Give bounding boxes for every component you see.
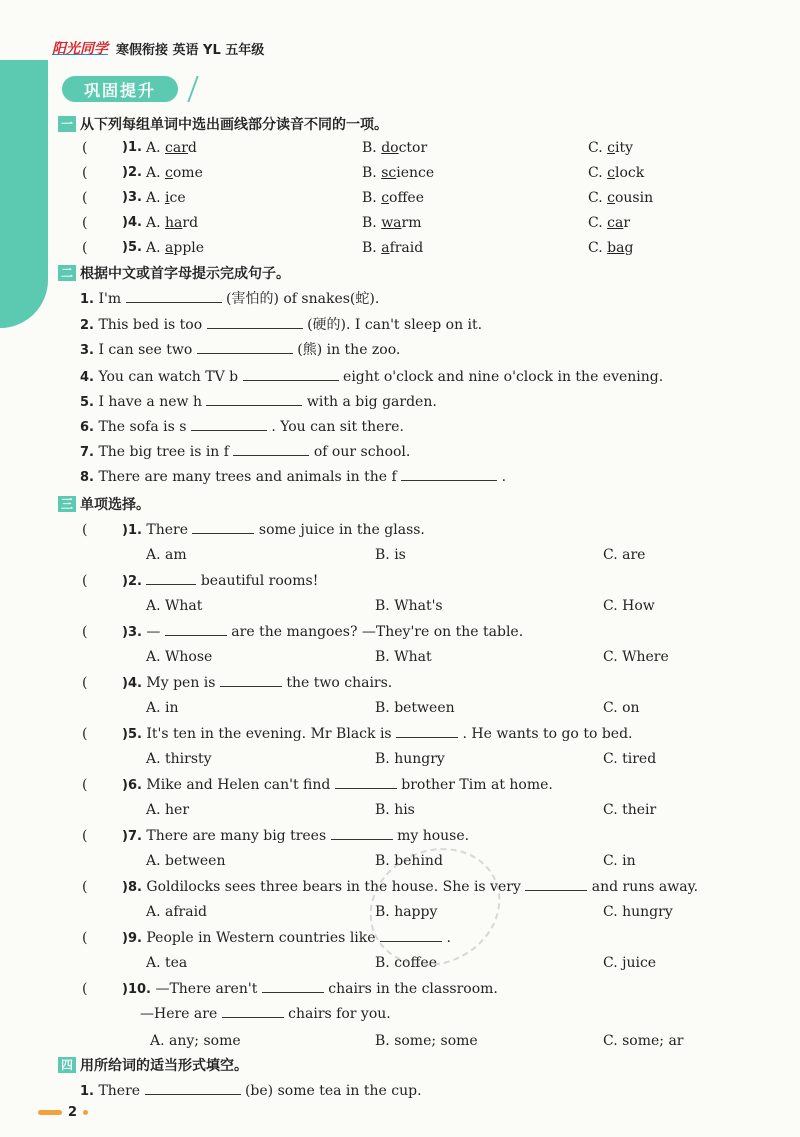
- paren: (: [82, 675, 88, 691]
- word-rest: ience: [396, 165, 435, 181]
- side-tab-decoration: [0, 60, 48, 328]
- question-number: 8.: [80, 470, 94, 485]
- underlined-part: wa: [381, 215, 402, 231]
- q4-1: [80, 1082, 422, 1101]
- underlined-part: a: [381, 240, 390, 256]
- option-b[interactable]: B. his: [375, 802, 415, 818]
- choice-question: [122, 725, 632, 744]
- section-1-title: [58, 114, 388, 134]
- page-header: [52, 38, 264, 58]
- sentence-end: eight o'clock and nine o'clock in the evening.: [343, 369, 664, 385]
- question-number: )9.: [122, 931, 142, 946]
- choice-question: [122, 674, 392, 693]
- answer-blank[interactable]: [335, 776, 397, 789]
- option-a[interactable]: A. between: [146, 853, 226, 869]
- word-rest: rd: [182, 215, 199, 231]
- choice-question: [122, 827, 469, 846]
- option-c[interactable]: [588, 139, 633, 157]
- question-end: . He wants to go to bed.: [462, 726, 633, 742]
- option-a[interactable]: A. Whose: [146, 649, 213, 665]
- option-b[interactable]: [362, 164, 434, 182]
- option-a[interactable]: A. her: [146, 802, 190, 818]
- answer-blank[interactable]: [197, 341, 293, 354]
- q3-10-line2-post: chairs for you.: [288, 1006, 391, 1022]
- sentence-start: This bed is too: [98, 317, 203, 333]
- question-number: 3.: [80, 343, 94, 358]
- question-end: are the mangoes? —They're on the table.: [231, 624, 524, 640]
- word-rest: d: [187, 140, 197, 156]
- word-rest: g: [624, 240, 634, 256]
- underlined-part: ca: [607, 215, 624, 231]
- question-end: some juice in the glass.: [258, 522, 425, 538]
- option-letter: A.: [146, 240, 166, 256]
- option-c[interactable]: C. Where: [603, 649, 669, 665]
- sentence-start: There are many trees and animals in the f: [98, 469, 397, 485]
- underlined-part: c: [607, 190, 615, 206]
- option-c[interactable]: C. are: [603, 547, 646, 563]
- q3-10-line1: [122, 980, 498, 999]
- option-b[interactable]: B. happy: [375, 904, 438, 920]
- sentence-end: .: [501, 469, 507, 485]
- header-text: 寒假衔接 英语 YL 五年级: [116, 42, 265, 58]
- q3-10-option-c[interactable]: C. some; ar: [603, 1033, 684, 1049]
- underlined-part: c: [607, 165, 615, 181]
- word-rest: lock: [614, 165, 645, 181]
- word-rest: ce: [169, 190, 186, 206]
- question-end: and runs away.: [591, 879, 699, 895]
- question-number: 5.: [80, 395, 94, 410]
- question-number: )2.: [122, 165, 142, 180]
- question-number: )5.: [122, 727, 142, 742]
- question-number: )6.: [122, 778, 142, 793]
- question-end: my house.: [397, 828, 470, 844]
- option-c[interactable]: C. tired: [603, 751, 657, 767]
- section-2-text: 根据中文或首字母提示完成句子。: [80, 266, 290, 282]
- paren: (: [82, 777, 88, 793]
- underlined-part: do: [381, 140, 399, 156]
- option-b[interactable]: [362, 239, 423, 257]
- q3-10-paren: (: [82, 981, 88, 997]
- fill-sentence: [80, 368, 663, 387]
- section-3-title: [58, 494, 150, 514]
- paren: (: [82, 726, 88, 742]
- option-letter: A.: [146, 140, 166, 156]
- word-rest: pple: [173, 240, 205, 256]
- section-3-text: 单项选择。: [80, 497, 150, 513]
- question-number: )8.: [122, 880, 142, 895]
- answer-blank[interactable]: [191, 418, 267, 431]
- option-a[interactable]: [146, 139, 197, 157]
- answer-blank[interactable]: [222, 1005, 284, 1018]
- option-c[interactable]: C. their: [603, 802, 657, 818]
- option-a[interactable]: [146, 214, 198, 232]
- section-banner: 巩固提升: [62, 76, 178, 102]
- choice-question: [122, 572, 318, 591]
- fill-sentence: [80, 468, 506, 487]
- underlined-part: c: [607, 140, 615, 156]
- question-number: 6.: [80, 420, 94, 435]
- section-3-badge: 三: [58, 496, 76, 512]
- question-start: There are many big trees: [146, 828, 327, 844]
- option-a[interactable]: A. in: [146, 700, 179, 716]
- option-a[interactable]: A. afraid: [146, 904, 208, 920]
- option-letter: A.: [146, 190, 166, 206]
- sentence-start: I can see two: [98, 342, 193, 358]
- underlined-part: sc: [381, 165, 397, 181]
- answer-blank[interactable]: [206, 393, 302, 406]
- answer-blank[interactable]: [146, 572, 196, 585]
- question-end: .: [446, 930, 451, 946]
- paren: (: [82, 879, 88, 895]
- fill-sentence: [80, 418, 404, 437]
- question-number: )3.: [122, 625, 142, 640]
- answer-blank[interactable]: [331, 827, 393, 840]
- question-number: 4.: [80, 370, 94, 385]
- paren: (: [82, 624, 88, 640]
- word-rest: ousin: [614, 190, 654, 206]
- question-start: Goldilocks sees three bears in the house. She is very: [146, 879, 521, 895]
- option-c[interactable]: C. hungry: [603, 904, 673, 920]
- section-4-badge: 四: [58, 1057, 76, 1073]
- answer-blank[interactable]: [126, 290, 222, 303]
- option-b[interactable]: B. between: [375, 700, 455, 716]
- answer-blank[interactable]: [192, 521, 254, 534]
- section-1-text: 从下列每组单词中选出画线部分读音不同的一项。: [80, 117, 388, 133]
- option-a[interactable]: [146, 164, 203, 182]
- option-a[interactable]: A. am: [146, 547, 187, 563]
- question-number: 2.: [80, 318, 94, 333]
- q3-10-option-b[interactable]: B. some; some: [375, 1033, 478, 1049]
- option-letter: B.: [362, 190, 382, 206]
- question-start: There: [146, 522, 189, 538]
- question-number: )3.: [122, 190, 142, 205]
- q3-10-option-a[interactable]: A. any; some: [150, 1033, 241, 1049]
- underlined-part: ha: [165, 215, 183, 231]
- answer-blank[interactable]: [262, 980, 324, 993]
- answer-blank[interactable]: [401, 468, 497, 481]
- option-b[interactable]: B. is: [375, 547, 406, 563]
- paren: (: [82, 240, 88, 256]
- sentence-end: of our school.: [313, 444, 411, 460]
- underlined-part: car: [165, 140, 188, 156]
- q3-10-line1-pre: —There aren't: [155, 981, 258, 997]
- sentence-start: The sofa is s: [98, 419, 187, 435]
- option-c[interactable]: [588, 189, 653, 207]
- underlined-part: c: [381, 190, 390, 206]
- brand-logo: 阳光同学: [52, 41, 108, 57]
- answer-blank[interactable]: [233, 443, 309, 456]
- page-number: 2: [68, 1105, 78, 1120]
- word-rest: ity: [614, 140, 633, 156]
- paren: (: [82, 930, 88, 946]
- sentence-end: (硬的). I can't sleep on it.: [307, 317, 483, 333]
- word-rest: fraid: [389, 240, 424, 256]
- question-end: brother Tim at home.: [401, 777, 553, 793]
- option-b[interactable]: [362, 139, 427, 157]
- option-b[interactable]: [362, 214, 422, 232]
- paren: (: [82, 522, 88, 538]
- answer-blank[interactable]: [207, 316, 303, 329]
- option-a[interactable]: [146, 189, 186, 207]
- sentence-start: I have a new h: [98, 394, 202, 410]
- section-4-title: [58, 1055, 248, 1075]
- q4-1-pre: There: [98, 1083, 141, 1099]
- fill-sentence: [80, 393, 437, 412]
- option-letter: C.: [588, 190, 608, 206]
- choice-question: [122, 521, 425, 540]
- word-rest: ctor: [398, 140, 428, 156]
- sentence-end: (熊) in the zoo.: [297, 342, 401, 358]
- option-letter: A.: [146, 215, 166, 231]
- sentence-start: The big tree is in f: [98, 444, 229, 460]
- q3-10-line2-pre: —Here are: [140, 1006, 218, 1022]
- fill-sentence: [80, 443, 410, 462]
- paren: (: [82, 573, 88, 589]
- option-c[interactable]: C. in: [603, 853, 636, 869]
- paren: (: [82, 190, 88, 206]
- word-rest: ome: [172, 165, 203, 181]
- section-2-badge: 二: [58, 265, 76, 281]
- sentence-end: with a big garden.: [306, 394, 437, 410]
- choice-question: [122, 776, 553, 795]
- page-footer: [38, 1105, 88, 1120]
- sentence-end: (害怕的) of snakes(蛇).: [226, 291, 380, 307]
- q4-1-number: 1.: [80, 1084, 94, 1099]
- question-number: )4.: [122, 676, 142, 691]
- paren: (: [82, 215, 88, 231]
- option-letter: C.: [588, 215, 608, 231]
- section-4-text: 用所给词的适当形式填空。: [80, 1058, 248, 1074]
- q4-1-post: (be) some tea in the cup.: [244, 1083, 422, 1099]
- answer-blank[interactable]: [220, 674, 282, 687]
- question-end: the two chairs.: [286, 675, 393, 691]
- question-number: )2.: [122, 574, 142, 589]
- underlined-part: ba: [607, 240, 625, 256]
- paren: (: [82, 828, 88, 844]
- question-number: )7.: [122, 829, 142, 844]
- question-number: 1.: [80, 292, 94, 307]
- fill-sentence: [80, 316, 482, 335]
- answer-blank[interactable]: [145, 1082, 241, 1095]
- option-letter: A.: [146, 165, 166, 181]
- section-1-badge: 一: [58, 116, 76, 132]
- option-c[interactable]: [588, 239, 633, 257]
- option-c[interactable]: C. juice: [603, 955, 657, 971]
- paren: (: [82, 165, 88, 181]
- answer-blank[interactable]: [243, 368, 339, 381]
- option-a[interactable]: [146, 239, 204, 257]
- underlined-part: i: [165, 190, 170, 206]
- fill-sentence: [80, 341, 400, 360]
- option-c[interactable]: C. on: [603, 700, 640, 716]
- paren: (: [82, 140, 88, 156]
- choice-question: [122, 623, 523, 642]
- word-rest: rm: [401, 215, 422, 231]
- question-end: beautiful rooms!: [200, 573, 319, 589]
- option-letter: B.: [362, 240, 382, 256]
- question-number: )4.: [122, 215, 142, 230]
- option-a[interactable]: A. thirsty: [146, 751, 212, 767]
- option-b[interactable]: [362, 189, 424, 207]
- option-b[interactable]: B. coffee: [375, 955, 437, 971]
- question-start: People in Western countries like: [146, 930, 376, 946]
- option-c[interactable]: C. How: [603, 598, 655, 614]
- q3-10-line1-post: chairs in the classroom.: [328, 981, 498, 997]
- sentence-start: I'm: [98, 291, 122, 307]
- option-b[interactable]: B. hungry: [375, 751, 445, 767]
- section-2-title: [58, 263, 290, 283]
- question-start: Mike and Helen can't find: [146, 777, 331, 793]
- footer-bar: [38, 1110, 62, 1115]
- question-start: My pen is: [146, 675, 216, 691]
- option-c[interactable]: [588, 164, 644, 182]
- option-letter: B.: [362, 165, 382, 181]
- option-c[interactable]: [588, 214, 630, 232]
- sentence-end: . You can sit there.: [271, 419, 404, 435]
- underlined-part: c: [165, 165, 173, 181]
- option-letter: B.: [362, 215, 382, 231]
- sentence-start: You can watch TV b: [98, 369, 239, 385]
- q3-10-number: )10.: [122, 982, 151, 997]
- footer-dot: [83, 1110, 88, 1115]
- answer-blank[interactable]: [525, 878, 587, 891]
- option-letter: C.: [588, 140, 608, 156]
- option-letter: C.: [588, 165, 608, 181]
- question-start: It's ten in the evening. Mr Black is: [146, 726, 392, 742]
- q3-10-line2: [140, 1005, 391, 1023]
- word-rest: r: [623, 215, 631, 231]
- option-a[interactable]: A. What: [146, 598, 203, 614]
- fill-sentence: [80, 290, 379, 309]
- answer-blank[interactable]: [396, 725, 458, 738]
- underlined-part: a: [165, 240, 174, 256]
- option-b[interactable]: B. behind: [375, 853, 443, 869]
- question-number: 7.: [80, 445, 94, 460]
- question-number: )1.: [122, 140, 142, 155]
- answer-blank[interactable]: [165, 623, 227, 636]
- question-start: —: [146, 624, 161, 640]
- option-letter: C.: [588, 240, 608, 256]
- question-number: )5.: [122, 240, 142, 255]
- option-b[interactable]: B. What's: [375, 598, 443, 614]
- word-rest: offee: [389, 190, 424, 206]
- option-b[interactable]: B. What: [375, 649, 432, 665]
- option-a[interactable]: A. tea: [146, 955, 188, 971]
- question-number: )1.: [122, 523, 142, 538]
- option-letter: B.: [362, 140, 382, 156]
